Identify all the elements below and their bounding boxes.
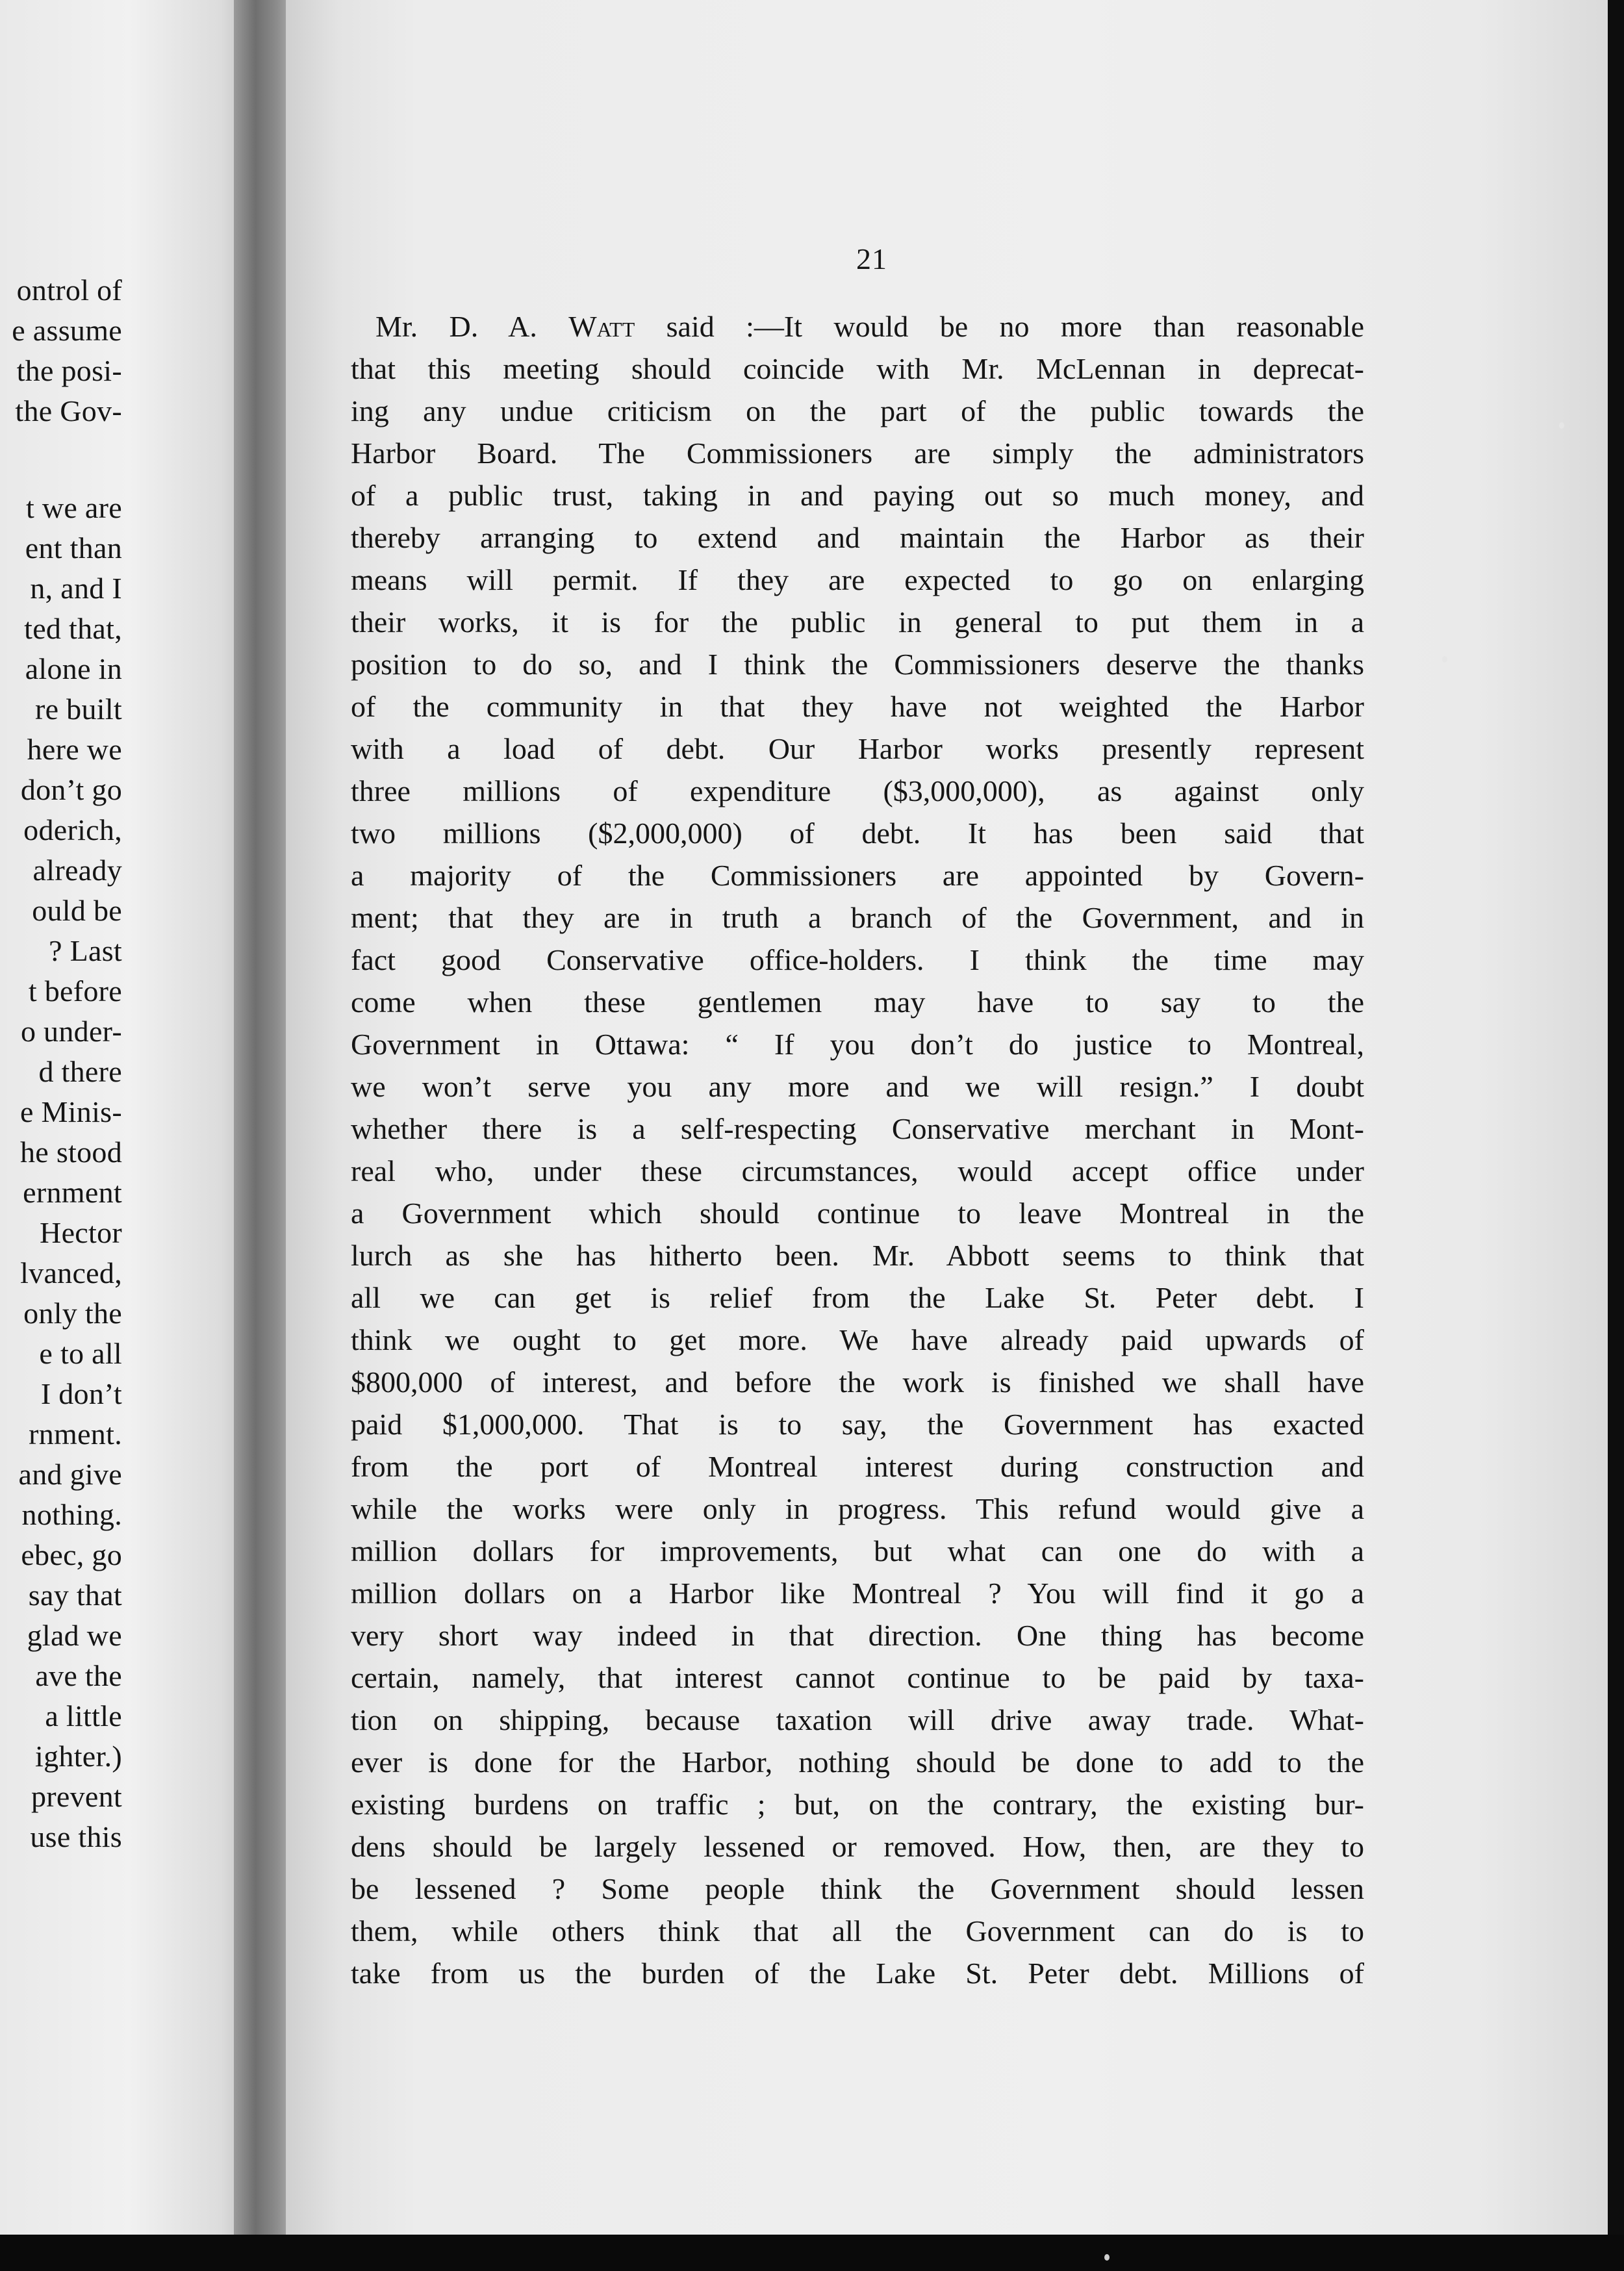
body-text [351, 305, 1364, 1994]
scan-speck [1559, 422, 1564, 429]
text-line: ing any undue criticism on the part of the public towards the [351, 394, 1364, 427]
text-line: Government in Ottawa: “ If you don’t do justice to Montreal, [351, 1028, 1364, 1061]
left-page-line: ted that, [24, 612, 122, 645]
text-line: whether there is a self-respecting Conservative merchant in Mont- [351, 1112, 1364, 1145]
left-page-line: t before [28, 974, 122, 1008]
left-page-line: the Gov- [15, 394, 122, 427]
left-page-line: and give [18, 1458, 122, 1491]
left-page-line: rnment. [29, 1417, 122, 1451]
text-line: from the port of Montreal interest during construction and [351, 1450, 1364, 1483]
left-page-line: Hector [40, 1216, 122, 1249]
text-line: position to do so, and I think the Commissioners deserve the thanks [351, 648, 1364, 681]
text-line: two millions ($2,000,000) of debt. It has been said that [351, 817, 1364, 850]
left-page-line: oderich, [23, 813, 122, 846]
text-line: $800,000 of interest, and before the work is finished we shall have [351, 1365, 1364, 1399]
left-page-line: ave the [35, 1659, 122, 1692]
text-line-first [351, 305, 1364, 348]
scan-speck [1104, 2254, 1110, 2261]
text-line: million dollars on a Harbor like Montreal ? You will find it go a [351, 1577, 1364, 1610]
left-page-line: ? Last [49, 934, 122, 967]
left-page-line: d there [38, 1055, 122, 1088]
text-line: million dollars for improvements, but what can one do with a [351, 1534, 1364, 1567]
text-line: with a load of debt. Our Harbor works presently represent [351, 732, 1364, 765]
text-line: dens should be largely lessened or removed. How, then, are they to [351, 1830, 1364, 1863]
left-page-line: I don’t [40, 1377, 122, 1410]
left-page-line: ould be [32, 894, 122, 927]
text-line: come when these gentlemen may have to say to the [351, 985, 1364, 1019]
text-line: ever is done for the Harbor, nothing should be done to add to the [351, 1745, 1364, 1779]
text-line: a Government which should continue to leave Montreal in the [351, 1197, 1364, 1230]
text-line: of a public trust, taking in and paying out so much money, and [351, 479, 1364, 512]
text-line: Harbor Board. The Commissioners are simply the administrators [351, 437, 1364, 470]
text-line: take from us the burden of the Lake St. Peter debt. Millions of [351, 1957, 1364, 1990]
left-page-line: already [32, 854, 122, 887]
text-line: their works, it is for the public in general to put them in a [351, 605, 1364, 639]
left-page-line: he stood [20, 1136, 122, 1169]
left-page-line: prevent [31, 1780, 122, 1813]
left-page-line: a little [45, 1699, 122, 1732]
left-page-line: here we [27, 733, 122, 766]
page-number: 21 [856, 242, 887, 275]
text-line: them, while others think that all the Government can do is to [351, 1914, 1364, 1947]
text-line: be lessened ? Some people think the Government should lessen [351, 1872, 1364, 1905]
speaker-prefix: Mr. D. A. [375, 310, 569, 343]
left-facing-page [0, 0, 260, 2235]
left-page-line: ontrol of [16, 273, 122, 307]
left-page-line: ent than [25, 531, 122, 565]
text-line: certain, namely, that interest cannot continue to be paid by taxa- [351, 1661, 1364, 1694]
text-line: ment; that they are in truth a branch of the Government, and in [351, 901, 1364, 934]
left-page-line: t we are [26, 491, 122, 524]
text-line: we won’t serve you any more and we will resign.” I doubt [351, 1070, 1364, 1103]
text-line: tion on shipping, because taxation will drive away trade. What- [351, 1703, 1364, 1736]
speaker-name: Watt [568, 310, 635, 343]
text-line: paid $1,000,000. That is to say, the Government has exacted [351, 1408, 1364, 1441]
scan-speck [1442, 656, 1447, 663]
text-line: all we can get is relief from the Lake St. Peter debt. I [351, 1281, 1364, 1314]
text-line: thereby arranging to extend and maintain the Harbor as their [351, 521, 1364, 554]
text-line: fact good Conservative office-holders. I think the time may [351, 943, 1364, 976]
text-line: three millions of expenditure ($3,000,000), as against only [351, 774, 1364, 807]
left-page-line: ebec, go [21, 1538, 122, 1571]
left-page-line: lvanced, [20, 1256, 122, 1289]
left-page-line: say that [28, 1579, 122, 1612]
text-line: of the community in that they have not weighted the Harbor [351, 690, 1364, 723]
first-line-rest: said :—It would be no more than reasonable [635, 310, 1364, 343]
text-line: a majority of the Commissioners are appointed by Govern- [351, 859, 1364, 892]
left-page-line: o under- [20, 1015, 122, 1048]
left-page-line: ighter.) [35, 1740, 122, 1773]
text-line: real who, under these circumstances, would accept office under [351, 1154, 1364, 1187]
left-page-line: ernment [23, 1176, 122, 1209]
text-line: think we ought to get more. We have already paid upwards of [351, 1323, 1364, 1356]
left-page-line: re built [35, 692, 122, 726]
scan-bottom-edge [0, 2235, 1624, 2271]
left-page-line: alone in [25, 652, 122, 685]
left-page-line: glad we [27, 1619, 122, 1652]
text-line: means will permit. If they are expected to go on enlarging [351, 563, 1364, 596]
text-line: that this meeting should coincide with Mr. McLennan in deprecat- [351, 352, 1364, 385]
text-line: while the works were only in progress. This refund would give a [351, 1492, 1364, 1525]
left-page-line: e Minis- [20, 1095, 122, 1128]
text-line: lurch as she has hitherto been. Mr. Abbott seems to think that [351, 1239, 1364, 1272]
left-page-line: e to all [39, 1337, 122, 1370]
left-page-line: use this [30, 1820, 122, 1853]
left-page-line: only the [23, 1297, 122, 1330]
left-page-line: nothing. [21, 1498, 122, 1531]
left-page-line: n, and I [30, 572, 122, 605]
left-page-line: the posi- [16, 354, 122, 387]
text-line: existing burdens on traffic ; but, on the contrary, the existing bur- [351, 1788, 1364, 1821]
left-page-line: don’t go [20, 773, 122, 806]
left-page-line: e assume [12, 314, 122, 347]
text-line: very short way indeed in that direction. One thing has become [351, 1619, 1364, 1652]
